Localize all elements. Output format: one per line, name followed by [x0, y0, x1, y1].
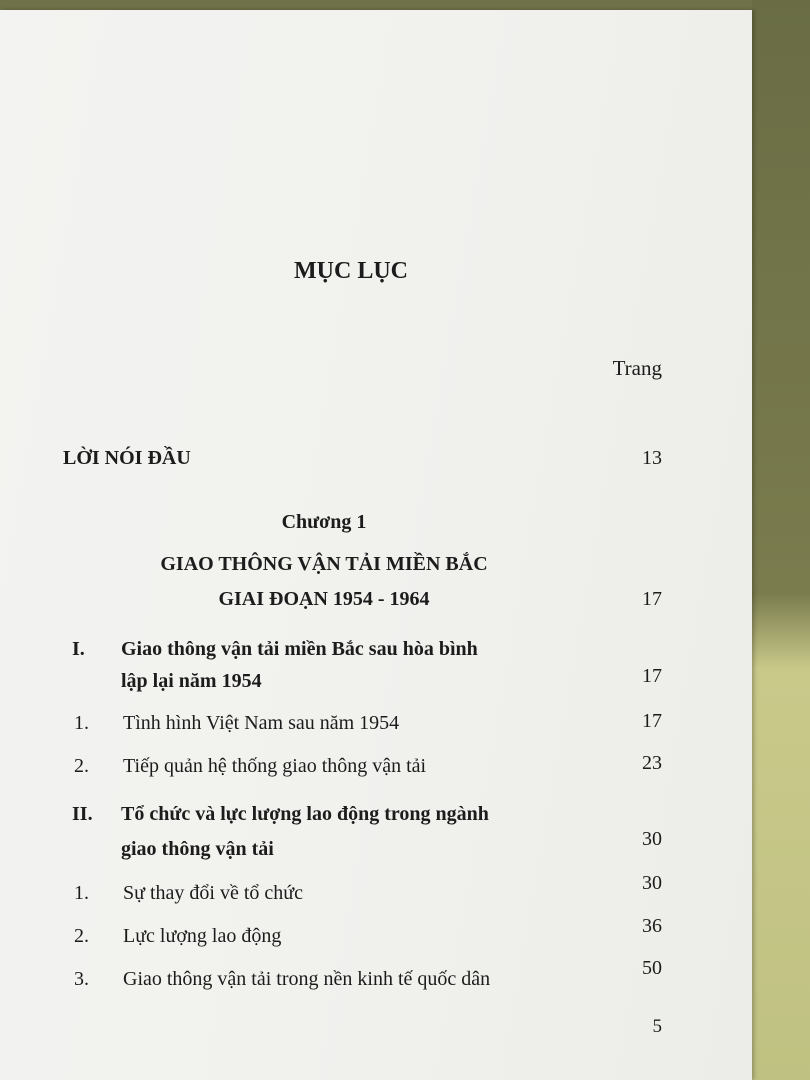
foreword-page: 13 [642, 447, 662, 469]
item-page: 17 [642, 710, 662, 732]
section-title-line2: giao thông vận tải [121, 838, 274, 860]
chapter-page: 17 [642, 588, 662, 610]
section-page: 17 [642, 665, 662, 687]
page-title: MỤC LỤC [294, 258, 408, 284]
page-number: 5 [652, 1016, 662, 1037]
chapter-label: Chương 1 [281, 511, 367, 533]
section-title-line1: Giao thông vận tải miền Bắc sau hòa bình [121, 638, 478, 660]
item-page: 30 [642, 872, 662, 894]
item-number: 3. [74, 968, 89, 990]
item-number: 1. [74, 712, 89, 734]
column-header-trang: Trang [612, 356, 662, 380]
item-page: 23 [642, 752, 662, 774]
item-text: Tiếp quản hệ thống giao thông vận tải [123, 755, 427, 777]
item-page: 36 [642, 915, 662, 937]
section-number: I. [72, 638, 85, 660]
foreword-label: LỜI NÓI ĐẦU [63, 447, 191, 469]
item-number: 2. [74, 925, 89, 947]
chapter-title-line2: GIAI ĐOẠN 1954 - 1964 [218, 588, 430, 610]
item-text: Lực lượng lao động [123, 925, 282, 947]
chapter-title-line1: GIAO THÔNG VẬN TẢI MIỀN BẮC [160, 553, 488, 575]
section-title-line2: lập lại năm 1954 [121, 670, 262, 692]
item-number: 1. [74, 882, 89, 904]
item-text: Tình hình Việt Nam sau năm 1954 [123, 712, 400, 734]
section-page: 30 [642, 828, 662, 850]
item-text: Sự thay đổi về tổ chức [123, 882, 303, 904]
item-text: Giao thông vận tải trong nền kinh tế quốc dân [123, 968, 491, 990]
item-number: 2. [74, 755, 89, 777]
section-title-line1: Tổ chức và lực lượng lao động trong ngành [121, 803, 489, 825]
item-page: 50 [642, 957, 662, 979]
background-surface [752, 0, 810, 1080]
book-page [0, 10, 752, 1080]
section-number: II. [72, 803, 93, 825]
